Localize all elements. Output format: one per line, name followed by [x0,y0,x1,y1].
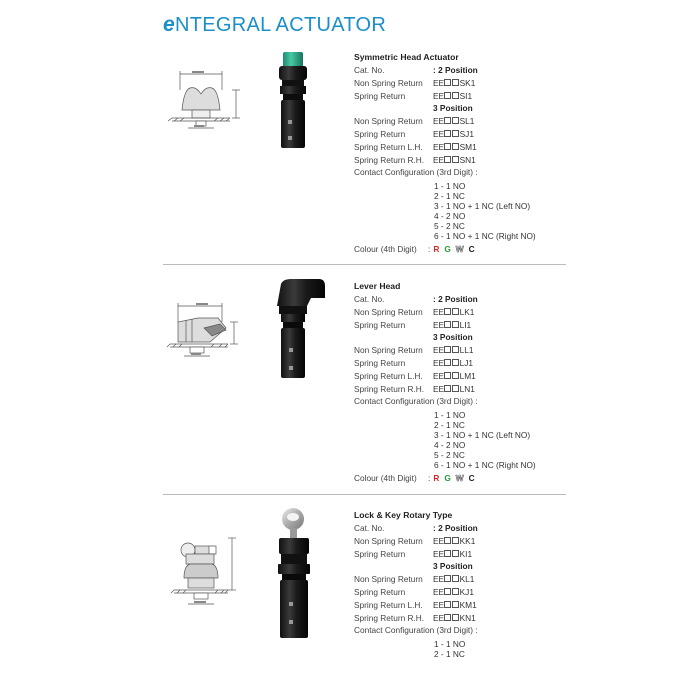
placeholder-box-icon [452,385,459,392]
placeholder-box-icon [444,79,451,86]
row-label: Spring Return [354,548,406,559]
row-label: Non Spring Return [354,574,423,585]
row-label: Spring Return L.H. [354,370,423,381]
row-label: Non Spring Return [354,535,423,546]
colour-separator: : [428,244,431,255]
row-label: Spring Return R.H. [354,383,425,394]
section-symmetric-head [354,51,584,256]
section-heading: Symmetric Head Actuator [354,52,459,62]
code-suffix: SM1 [459,141,477,152]
code-prefix: EE [433,599,445,610]
row-label: Spring Return [354,128,406,139]
contact-option: 2 - 1 NC [434,191,465,202]
lever-head-photo [271,276,327,382]
contact-option: 4 - 2 NO [434,211,466,222]
code-prefix: EE [433,612,445,623]
position-row [354,102,584,115]
code-prefix: EE [433,128,445,139]
catalog-row [354,77,584,90]
cat-no-row [354,293,584,306]
section-lever-head [354,280,584,485]
placeholder-box-icon [452,92,459,99]
catalog-row [354,612,584,625]
catalog-row [354,306,584,319]
position-label: : 2 Position [433,294,478,304]
contact-config-label: Contact Configuration (3rd Digit) : [354,167,478,178]
placeholder-box-icon [444,130,451,137]
title-initial: e [163,13,175,36]
code-prefix: EE [433,357,445,368]
colour-label: Colour (4th Digit) [354,244,417,255]
code-suffix: SN1 [459,154,476,165]
row-label: Non Spring Return [354,116,423,127]
colour-clear: C [468,244,475,255]
contact-option: 5 - 2 NC [434,221,465,232]
colour-row [354,472,584,485]
code-prefix: EE [433,345,445,356]
placeholder-box-icon [444,537,451,544]
position-row [354,560,584,573]
contact-config-label: Contact Configuration (3rd Digit) : [354,396,478,407]
contact-option: 1 - 1 NO [434,410,466,421]
row-label: Spring Return [354,586,406,597]
colour-clear: C [468,473,475,484]
code-suffix: SK1 [459,77,476,88]
placeholder-box-icon [452,321,459,328]
placeholder-box-icon [452,372,459,379]
code-suffix: KJ1 [459,586,474,597]
code-prefix: EE [433,370,445,381]
placeholder-box-icon [444,92,451,99]
contact-option: 2 - 1 NC [434,420,465,431]
code-suffix: KN1 [459,612,476,623]
section-heading: Lever Head [354,281,401,291]
position-label: 3 Position [433,561,473,572]
placeholder-box-icon [452,588,459,595]
contact-option: 6 - 1 NO + 1 NC (Right NO) [434,231,536,242]
code-suffix: SI1 [459,90,473,101]
position-label: : 2 Position [433,523,478,533]
placeholder-box-icon [444,385,451,392]
lock-key-photo [271,504,321,644]
code-suffix: LJ1 [459,357,474,368]
code-prefix: EE [433,141,445,152]
row-label: Spring Return [354,357,406,368]
code-suffix: KK1 [459,535,476,546]
contact-option: 1 - 1 NO [434,639,466,650]
page-title [163,13,386,37]
row-label: Non Spring Return [354,306,423,317]
section-lock-key [354,509,584,659]
placeholder-box-icon [452,614,459,621]
contact-option: 3 - 1 NO + 1 NC (Left NO) [434,201,531,212]
code-prefix: EE [433,548,445,559]
contact-option: 1 - 1 NO [434,181,466,192]
code-prefix: EE [433,77,445,88]
code-suffix: KM1 [459,599,477,610]
code-suffix: KL1 [459,574,475,585]
colour-white: W [455,244,464,255]
cat-no-label: Cat. No. [354,294,385,304]
catalog-row [354,383,584,396]
placeholder-box-icon [452,117,459,124]
contact-option: 3 - 1 NO + 1 NC (Left NO) [434,430,531,441]
placeholder-box-icon [444,588,451,595]
position-label: : 2 Position [433,65,478,75]
code-prefix: EE [433,90,445,101]
placeholder-box-icon [452,156,459,163]
symmetric-head-drawing [166,66,246,134]
colour-red: R [433,473,440,484]
contact-config-label: Contact Configuration (3rd Digit) : [354,625,478,636]
code-prefix: EE [433,319,445,330]
row-label: Spring Return [354,90,406,101]
cat-no-row [354,64,584,77]
catalog-row [354,319,584,332]
code-suffix: SJ1 [459,128,474,139]
catalog-row [354,141,584,154]
placeholder-box-icon [452,601,459,608]
lock-key-drawing [166,532,246,616]
placeholder-box-icon [444,601,451,608]
contact-option: 4 - 2 NO [434,440,466,451]
colour-red: R [433,244,440,255]
placeholder-box-icon [444,614,451,621]
row-label: Spring Return L.H. [354,599,423,610]
colour-white: W [455,473,464,484]
placeholder-box-icon [452,359,459,366]
contact-option: 6 - 1 NO + 1 NC (Right NO) [434,460,536,471]
placeholder-box-icon [444,308,451,315]
cat-no-label: Cat. No. [354,523,385,533]
placeholder-box-icon [444,321,451,328]
catalog-row [354,548,584,561]
catalog-row [354,357,584,370]
code-suffix: LN1 [459,383,475,394]
colour-row [354,243,584,256]
placeholder-box-icon [452,308,459,315]
position-label: 3 Position [433,103,473,114]
colour-green: G [444,473,451,484]
lever-head-drawing [166,298,246,366]
code-prefix: EE [433,535,445,546]
code-prefix: EE [433,383,445,394]
code-suffix: LL1 [459,345,474,356]
placeholder-box-icon [444,156,451,163]
placeholder-box-icon [444,359,451,366]
code-suffix: LM1 [459,370,476,381]
code-prefix: EE [433,306,445,317]
symmetric-head-photo [273,48,313,152]
section-heading: Lock & Key Rotary Type [354,510,453,520]
row-label: Non Spring Return [354,77,423,88]
code-prefix: EE [433,586,445,597]
placeholder-box-icon [452,537,459,544]
position-row [354,331,584,344]
catalog-row [354,344,584,357]
row-label: Non Spring Return [354,345,423,356]
catalog-row [354,90,584,103]
placeholder-box-icon [452,130,459,137]
contact-option: 5 - 2 NC [434,450,465,461]
section-divider [163,494,566,495]
placeholder-box-icon [444,346,451,353]
placeholder-box-icon [452,550,459,557]
code-suffix: SL1 [459,116,475,127]
placeholder-box-icon [452,575,459,582]
code-suffix: LK1 [459,306,475,317]
catalog-row [354,370,584,383]
colour-green: G [444,244,451,255]
placeholder-box-icon [444,143,451,150]
contact-option: 2 - 1 NC [434,649,465,660]
catalog-row [354,573,584,586]
colour-label: Colour (4th Digit) [354,473,417,484]
cat-no-label: Cat. No. [354,65,385,75]
code-prefix: EE [433,116,445,127]
catalog-row [354,154,584,167]
row-label: Spring Return R.H. [354,154,425,165]
placeholder-box-icon [444,550,451,557]
title-rest: NTEGRAL ACTUATOR [174,14,387,36]
row-label: Spring Return [354,319,406,330]
placeholder-box-icon [444,117,451,124]
catalog-row [354,128,584,141]
code-suffix: KI1 [459,548,473,559]
catalog-row [354,599,584,612]
code-prefix: EE [433,574,445,585]
catalog-row [354,586,584,599]
code-suffix: LI1 [459,319,472,330]
placeholder-box-icon [452,143,459,150]
catalog-row [354,115,584,128]
row-label: Spring Return R.H. [354,612,425,623]
code-prefix: EE [433,154,445,165]
section-divider [163,264,566,265]
row-label: Spring Return L.H. [354,141,423,152]
cat-no-row [354,522,584,535]
catalog-row [354,535,584,548]
placeholder-box-icon [444,575,451,582]
placeholder-box-icon [444,372,451,379]
colour-separator: : [428,473,431,484]
placeholder-box-icon [452,346,459,353]
placeholder-box-icon [452,79,459,86]
position-label: 3 Position [433,332,473,343]
